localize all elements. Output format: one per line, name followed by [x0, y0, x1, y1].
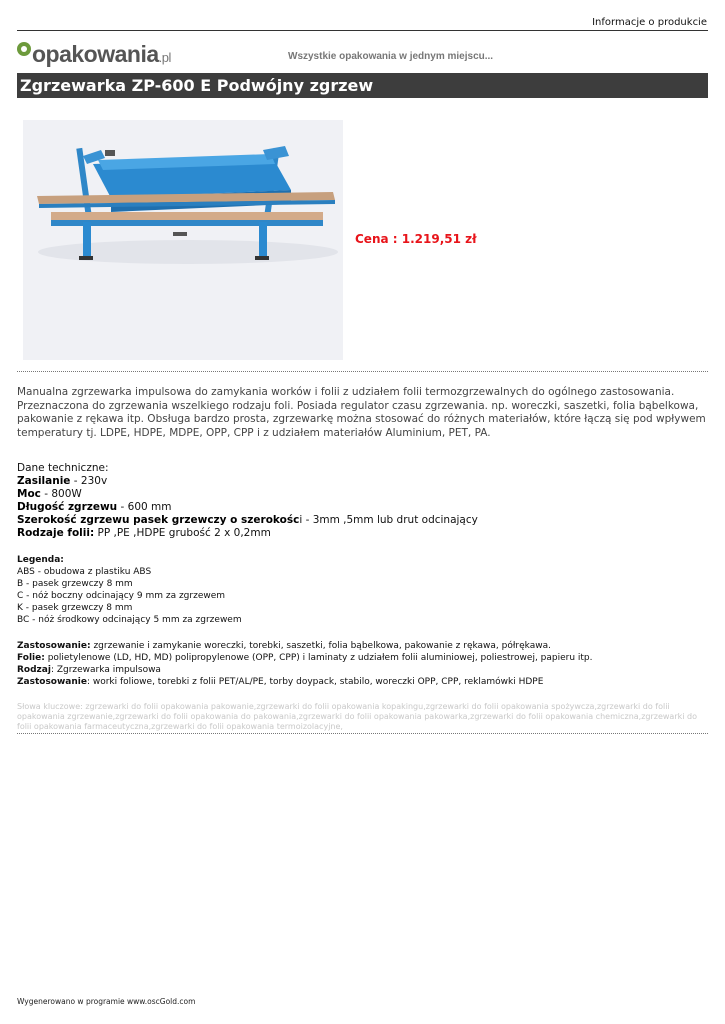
tech-row: Długość zgrzewu - 600 mm [17, 501, 172, 513]
heat-sealer-illustration [23, 120, 343, 360]
usage-row: Rodzaj: Zgrzewarka impulsowa [17, 665, 161, 675]
product-content [17, 386, 708, 732]
product-description: Manualna zgrzewarka impulsowa do zamykania worków i folii z udziałem folii termozgrzewalnych do ogólnego zastosowania. Przeznaczona do zgrzewania wszelkiego rodzaju foli. Posiada regulator czasu zgrzewania. np. woreczki, saszetki, folia bąbelkowa, pakowanie z rękawa itp. Obsługa bardzo prosta, zgrzewarkę można stosować do różnych materiałów, które łączą się pod wpływem temperatury tj. LDPE, HDPE, MDPE, OPP, CPP i z udziałem materiałów Aluminium, PET, PA. [17, 386, 706, 439]
legend-item: BC - nóż środkowy odcinający 5 mm za zgrzewem [17, 615, 242, 625]
product-price: Cena : 1.219,51 zł [355, 232, 477, 246]
divider-bottom [17, 733, 708, 734]
logo-text: opakowania.pl [32, 41, 171, 67]
usage-row: Zastosowanie: worki foliowe, torebki z folii PET/AL/PE, torby doypack, stabilo, woreczki OPP, CPP, reklamówki HDPE [17, 677, 544, 687]
site-tagline: Wszystkie opakowania w jednym miejscu... [288, 51, 494, 62]
tech-row: Zasilanie - 230v [17, 475, 108, 487]
page-header-label: Informacje o produkcie [592, 17, 707, 28]
header-divider [17, 30, 708, 31]
tech-heading: Dane techniczne: [17, 462, 109, 474]
tech-row: Rodzaje folii: PP ,PE ,HDPE grubość 2 x 0,2mm [17, 527, 271, 539]
tech-specs [17, 462, 708, 540]
usage-row: Zastosowanie: zgrzewanie i zamykanie woreczki, torebki, saszetki, folia bąbelkowa, pakowanie z rękawa, półrękawa. [17, 641, 551, 651]
divider-top [17, 371, 708, 372]
usage-row: Folie: polietylenowe (LD, HD, MD) polipropylenowe (OPP, CPP) i laminaty z udziałem folii aluminiowej, poliestrowej, papieru itp. [17, 653, 593, 663]
footer-credit: Wygenerowano w programie www.oscGold.com [17, 997, 196, 1006]
product-title: Zgrzewarka ZP-600 E Podwójny zgrzew [20, 76, 374, 95]
product-image[interactable] [23, 120, 343, 360]
site-logo[interactable] [17, 38, 171, 68]
legend [17, 554, 708, 626]
product-title-bar [17, 73, 708, 98]
tech-row: Moc - 800W [17, 488, 82, 500]
keywords: Słowa kluczowe: zgrzewarki do folii opakowania pakowanie,zgrzewarki do folii opakowania kopakingu,zgrzewarki do folii opakowania spożywcza,zgrzewarki do folii opakowania zgrzewanie,zgrzewarki do folii opakowania do pakowania,zgrzewarki do folii opakowania pakowarka,zgrzewarki do folii opakowania chemiczna,zgrzewarki do folii opakowania farmaceutyczna,zgrzewarki do folii opakowania termoizolacyjne, [17, 702, 697, 731]
usage-section [17, 640, 708, 688]
legend-item: B - pasek grzewczy 8 mm [17, 579, 133, 589]
tech-row: Szerokość zgrzewu pasek grzewczy o szerokości - 3mm ,5mm lub drut odcinający [17, 514, 478, 526]
legend-item: ABS - obudowa z plastiku ABS [17, 567, 152, 577]
legend-item: K - pasek grzewczy 8 mm [17, 603, 133, 613]
legend-item: C - nóż boczny odcinający 9 mm za zgrzewem [17, 591, 226, 601]
logo-icon [17, 42, 31, 56]
legend-heading: Legenda: [17, 555, 64, 565]
